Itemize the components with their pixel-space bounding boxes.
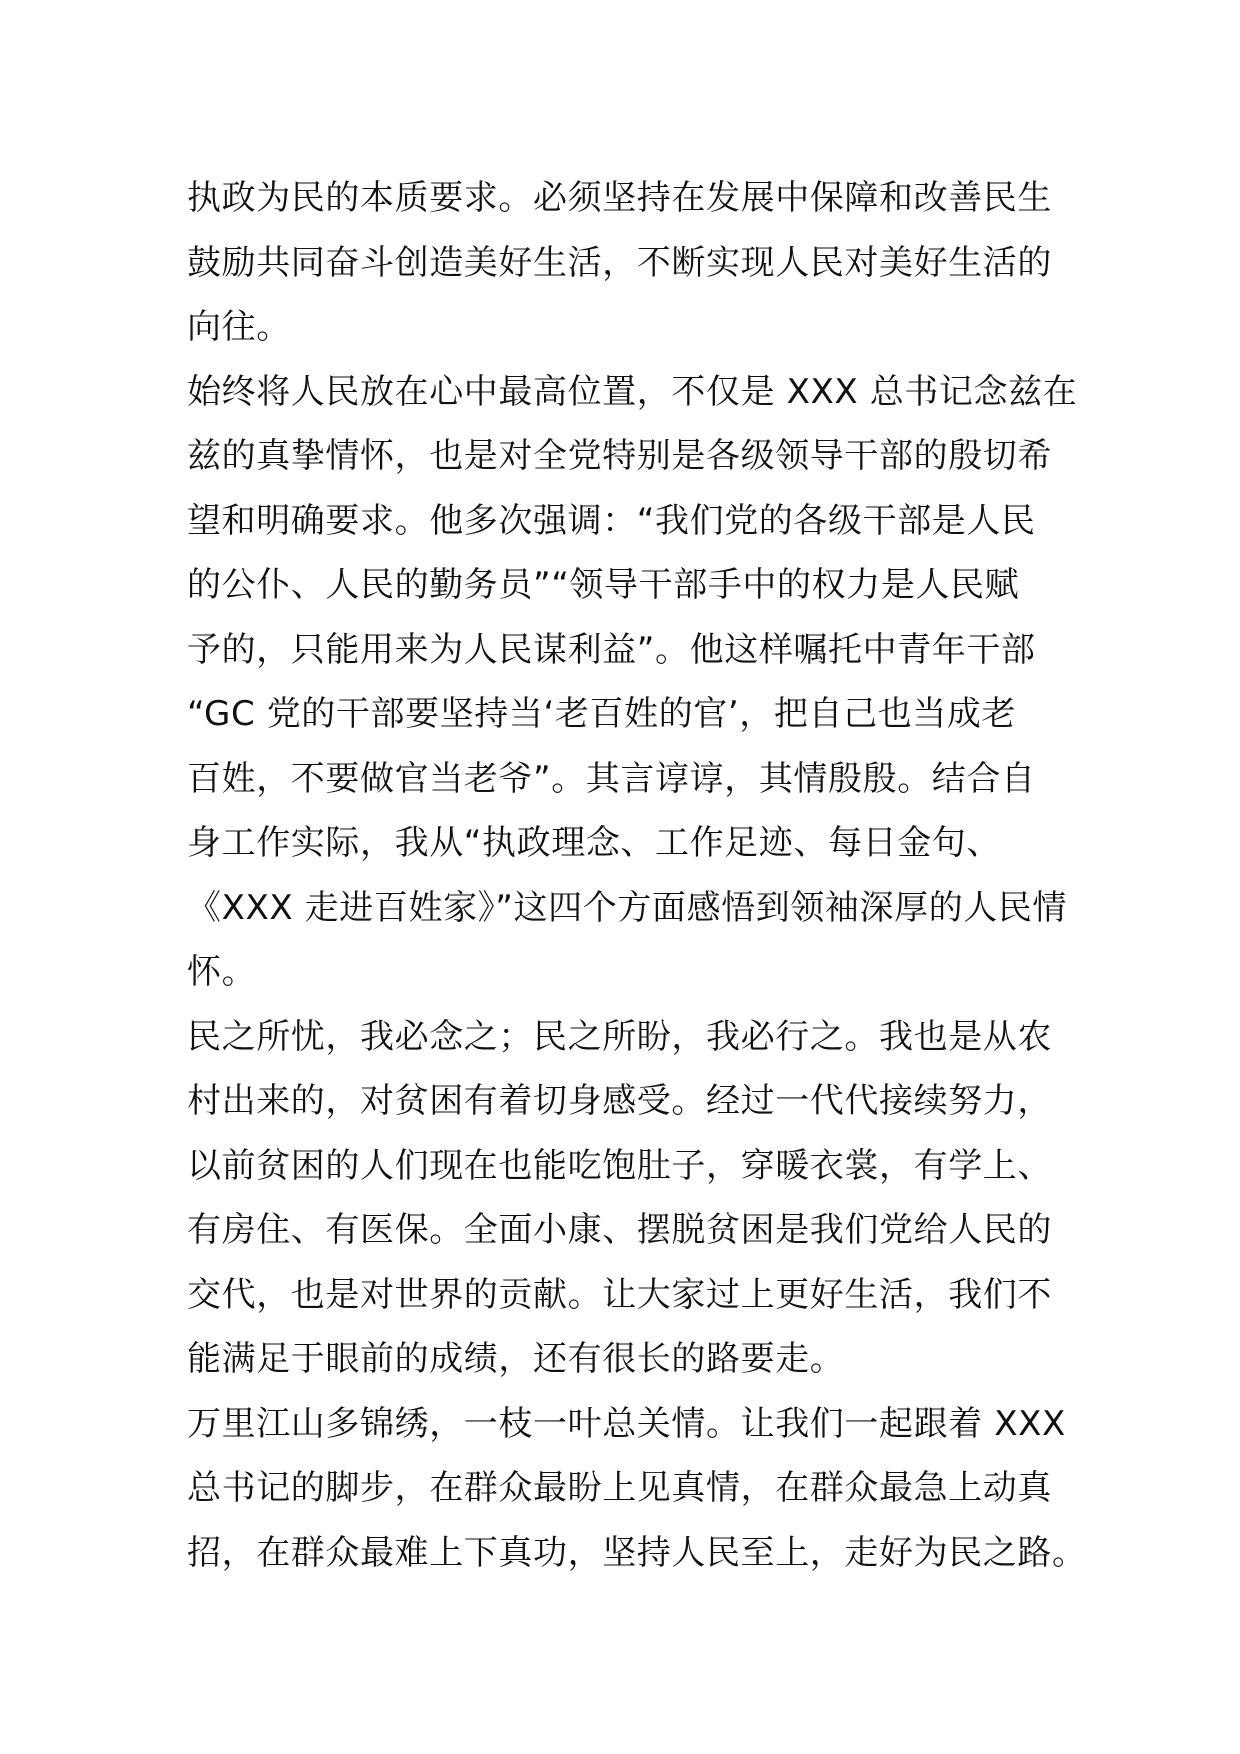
text-line: 身工作实际，我从“执政理念、工作足迹、每日金句、	[187, 823, 1002, 863]
text-line: 怀。	[187, 952, 257, 992]
text-line: 民之所忧，我必念之；民之所盼，我必行之。我也是从农	[187, 1016, 1052, 1057]
text-line: 鼓励共同奋斗创造美好生活，不断实现人民对美好生活的	[187, 242, 1052, 283]
text-line: 能满足于眼前的成绩，还有很长的路要走。	[187, 1339, 845, 1379]
text-line: 望和明确要求。他多次强调：“我们党的各级干部是人民	[187, 500, 1036, 541]
text-line: 万里江山多锦绣，一枝一叶总关情。让我们一起跟着 XXX	[187, 1403, 1066, 1444]
paragraph	[187, 166, 1067, 360]
text-line: 执政为民的本质要求。必须坚持在发展中保障和改善民生	[187, 178, 1052, 218]
text-line: 总书记的脚步，在群众最盼上见真情，在群众最急上动真	[187, 1468, 1052, 1508]
text-line: 百姓，不要做官当老爷”。其言谆谆，其情殷殷。结合自	[187, 758, 1036, 799]
paragraph	[187, 1392, 1087, 1586]
text-line: 予的，只能用来为人民谋利益”。他这样嘱托中青年干部	[187, 629, 1036, 670]
text-line: 兹的真挚情怀，也是对全党特别是各级领导干部的殷切希	[187, 436, 1052, 476]
text-line: 的公仆、人民的勤务员”“领导干部手中的权力是人民赋	[187, 565, 1020, 605]
text-line: 《XXX 走进百姓家》”这四个方面感悟到领袖深厚的人民情	[187, 887, 1068, 928]
text-line: 交代，也是对世界的贡献。让大家过上更好生活，我们不	[187, 1274, 1052, 1315]
text-line: 村出来的，对贫困有着切身感受。经过一代代接续努力，	[187, 1081, 1052, 1121]
text-line: 招，在群众最难上下真功，坚持人民至上，走好为民之路。	[187, 1532, 1087, 1573]
text-line: “GC 党的干部要坚持当‘老百姓的官’，把自己也当成老	[187, 694, 1017, 734]
text-line: 始终将人民放在心中最高位置，不仅是 XXX 总书记念兹在	[187, 371, 1078, 412]
text-line: 有房住、有医保。全面小康、摆脱贫困是我们党给人民的	[187, 1210, 1052, 1250]
paragraph	[187, 1005, 1067, 1392]
text-line: 以前贫困的人们现在也能吃饱肚子，穿暖衣裳，有学上、	[187, 1145, 1052, 1186]
paragraph	[187, 360, 1078, 1005]
text-line: 向往。	[187, 307, 291, 347]
document-body	[187, 166, 1087, 1585]
